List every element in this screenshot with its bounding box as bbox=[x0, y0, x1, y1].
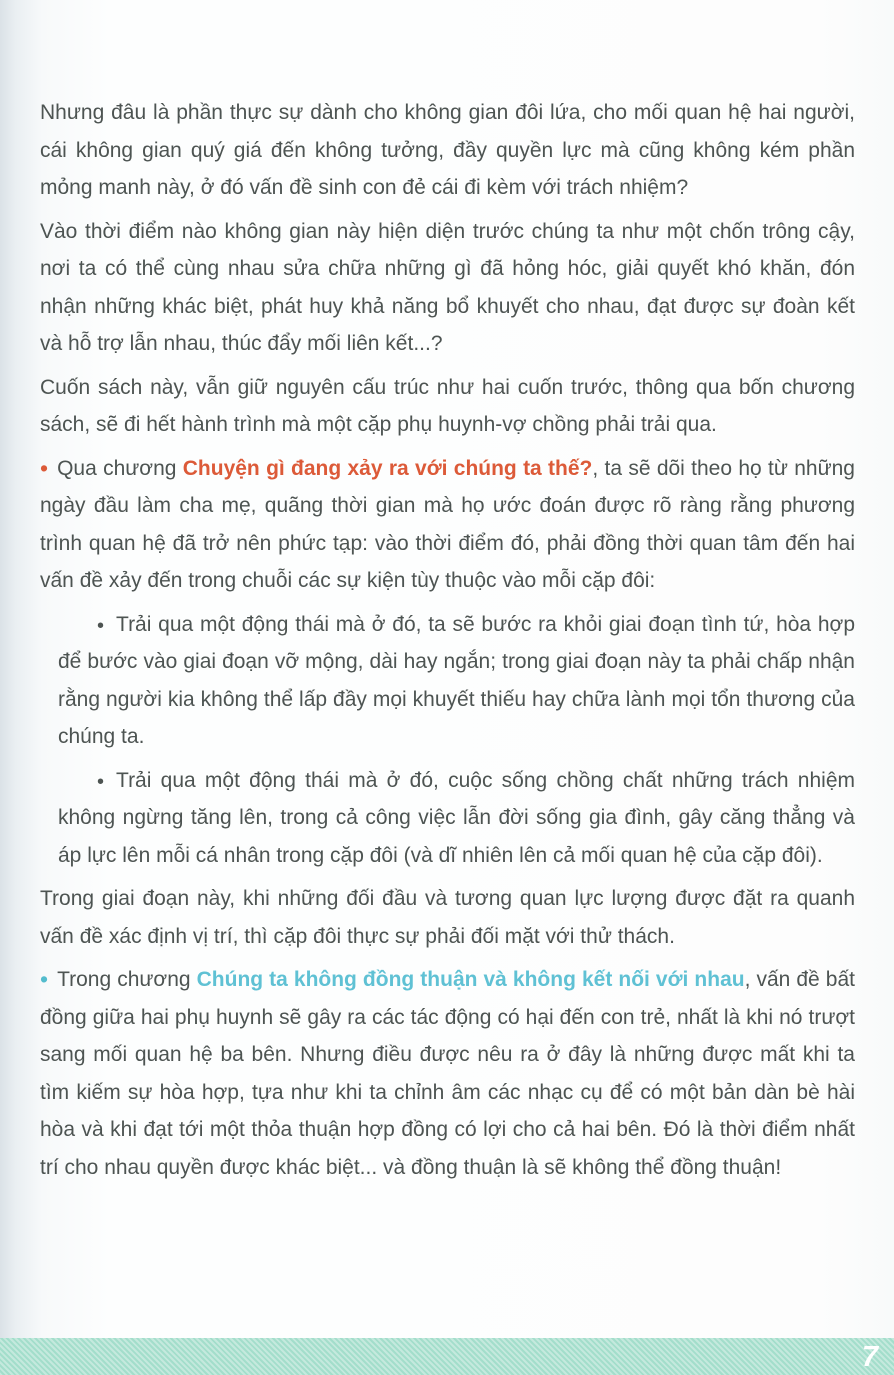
paragraph bbox=[40, 369, 855, 444]
paragraph bbox=[40, 213, 855, 363]
paragraph bbox=[40, 880, 855, 955]
paragraph-text: , vấn đề bất đồng giữa hai phụ huynh sẽ gây ra các tác động có hại đến con trẻ, nhất là khi nó trượt sang mối quan hệ ba bên. Nhưng điều được nêu ra ở đây là những được mất khi ta tìm kiếm sự hòa hợp, tựa như khi ta chỉnh âm các nhạc cụ để có một bản dàn bè hài hòa và khi đạt tới một thỏa thuận hợp đồng có lợi cho cả hai bên. Đó là thời điểm nhất trí cho nhau quyền được khác biệt... và đồng thuận là sẽ không thể đồng thuận! bbox=[40, 968, 855, 1179]
paragraph-text: Qua chương bbox=[57, 456, 183, 480]
paragraph-text: Trong chương bbox=[57, 968, 197, 991]
paragraph-list bbox=[40, 94, 855, 1192]
page-number: 7 bbox=[861, 1341, 878, 1373]
paragraph-text: Vào thời điểm nào không gian này hiện diện trước chúng ta như một chốn trông cậy, nơi ta có thể cùng nhau sửa chữa những gì đã hỏng hóc, giải quyết khó khăn, đón nhận những khác biệt, phát huy khả năng bổ khuyết cho nhau, đạt được sự đoàn kết và hỗ trợ lẫn nhau, thúc đẩy mối liên kết...? bbox=[40, 219, 855, 355]
bullet-icon: • bbox=[40, 966, 49, 992]
paragraph bbox=[40, 94, 855, 207]
paragraph-text: Trong giai đoạn này, khi những đối đầu và tương quan lực lượng được đặt ra quanh vấn đề xác định vị trí, thì cặp đôi thực sự phải đối mặt với thử thách. bbox=[40, 887, 855, 948]
paragraph-text: Trải qua một động thái mà ở đó, cuộc sống chồng chất những trách nhiệm không ngừng tăng lên, trong cả công việc lẫn đời sống gia đình, gây căng thẳng và áp lực lên mỗi cá nhân trong cặp đôi (và dĩ nhiên lên cả mối quan hệ của cặp đôi). bbox=[58, 768, 855, 867]
paragraph-text: , ta sẽ dõi theo họ từ những ngày đầu làm cha mẹ, quãng thời gian mà họ ước đoán được rõ ràng rằng phương trình quan hệ đã trở nên phức tạp: vào thời điểm đó, phải đồng thời quan tâm đến hai vấn đề xảy đến trong chuỗi các sự kiện tùy thuộc vào mỗi cặp đôi: bbox=[40, 456, 855, 592]
sub-bullet-paragraph bbox=[58, 606, 855, 756]
paragraph-text: Trải qua một động thái mà ở đó, ta sẽ bước ra khỏi giai đoạn tình tứ, hòa hợp để bước vào giai đoạn vỡ mộng, dài hay ngắn; trong giai đoạn này ta phải chấp nhận rằng người kia không thể lấp đầy mọi khuyết thiếu hay chữa lành mọi tổn thương của chúng ta. bbox=[58, 612, 855, 748]
chapter-title-highlight: Chúng ta không đồng thuận và không kết nối với nhau bbox=[196, 968, 745, 991]
bullet-icon: • bbox=[97, 770, 105, 793]
chapter-bullet-paragraph bbox=[40, 961, 855, 1186]
chapter-bullet-paragraph bbox=[40, 450, 855, 600]
bullet-icon: • bbox=[97, 614, 105, 637]
sub-bullet-paragraph bbox=[58, 762, 855, 875]
chapter-title-highlight: Chuyện gì đang xảy ra với chúng ta thế? bbox=[182, 456, 593, 480]
paragraph-text: Cuốn sách này, vẫn giữ nguyên cấu trúc như hai cuốn trước, thông qua bốn chương sách, sẽ đi hết hành trình mà một cặp phụ huynh-vợ chồng phải trải qua. bbox=[40, 375, 855, 436]
paragraph-text: Nhưng đâu là phần thực sự dành cho không gian đôi lứa, cho mối quan hệ hai người, cái không gian quý giá đến không tưởng, đầy quyền lực mà cũng không kém phần mỏng manh này, ở đó vấn đề sinh con đẻ cái đi kèm với trách nhiệm? bbox=[40, 101, 855, 199]
bullet-icon: • bbox=[40, 454, 49, 481]
footer-band bbox=[0, 1338, 894, 1375]
